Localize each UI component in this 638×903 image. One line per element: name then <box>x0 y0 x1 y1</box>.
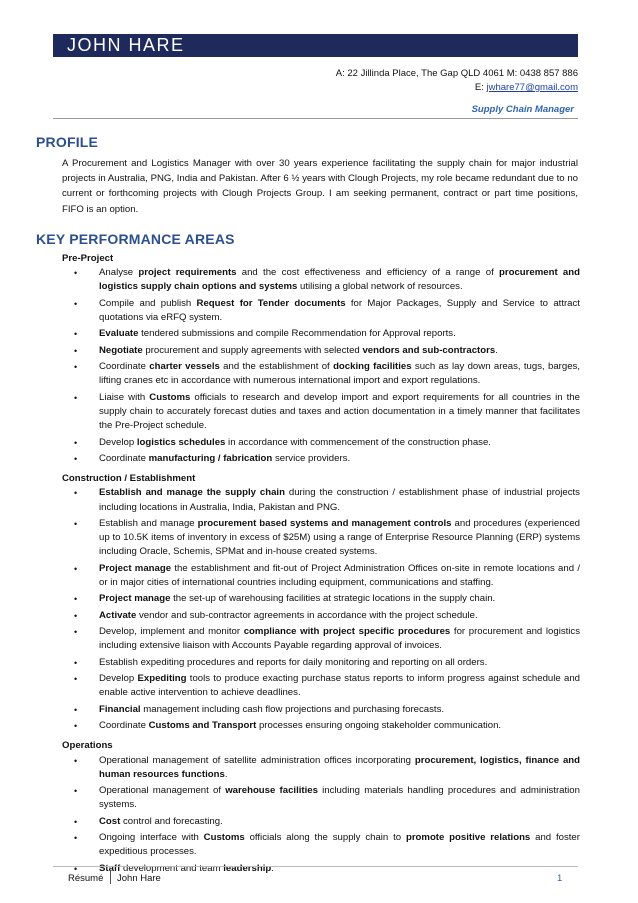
bullet-icon: • <box>74 674 78 685</box>
bullet-icon: • <box>74 704 78 715</box>
item-text: and the cost effectiveness and efficiency of a range of <box>236 267 500 279</box>
item-text: development and team <box>120 862 224 874</box>
bullet-icon: • <box>74 594 78 605</box>
item-text: for Major Packages, Supply and Service to attract quotations via eRFQ system. <box>99 297 580 323</box>
bullet-icon: • <box>74 362 78 373</box>
bold-text: charter vessels <box>149 361 220 373</box>
item-text: . <box>495 344 498 356</box>
item-text: in accordance with commencement of the construction phase. <box>225 436 491 448</box>
bullet-icon: • <box>74 518 78 529</box>
bullet-icon: • <box>74 863 78 874</box>
item-text: officials along the supply chain to <box>244 832 406 844</box>
bold-text: docking facilities <box>333 361 412 373</box>
item-text: Establish and manage <box>99 517 198 529</box>
item-text: Ongoing interface with <box>99 832 204 844</box>
bold-text: vendors and sub-contractors <box>362 344 496 356</box>
list-item <box>62 592 580 606</box>
item-text: procurement and supply agreements with selected <box>142 344 363 356</box>
bold-text: Project manage <box>99 593 171 605</box>
item-text: during the construction / establishment phase of industrial projects including locations in Australia, India, Pakistan and PNG. <box>99 487 580 513</box>
list-item <box>62 344 580 358</box>
bold-text: Activate <box>99 609 137 621</box>
list-item <box>62 672 580 700</box>
bullet-icon: • <box>74 755 78 766</box>
item-text: control and forecasting. <box>120 815 223 827</box>
bold-text: warehouse facilities <box>225 785 318 797</box>
role-title: Supply Chain Manager <box>471 104 574 115</box>
bold-text: logistics schedules <box>136 436 226 448</box>
header-divider <box>53 118 578 119</box>
list-item <box>62 784 580 812</box>
bold-text: Staff <box>99 862 121 874</box>
list-item <box>62 831 580 859</box>
list-item <box>62 625 580 653</box>
list-item <box>62 609 580 623</box>
item-text: Analyse <box>99 267 139 279</box>
section-title: Construction / Establishment <box>62 473 196 485</box>
item-text: tools to produce exacting purchase status reports to inform progress against schedule and enable active intervention to achieve deadlines. <box>99 673 580 699</box>
bullet-icon: • <box>74 563 78 574</box>
bold-text: Project manage <box>99 562 172 574</box>
list-item <box>62 486 580 514</box>
list-item <box>62 360 580 388</box>
list-item <box>62 452 580 466</box>
bold-text: Establish and manage the supply chain <box>99 487 285 499</box>
kpa-sections <box>62 252 580 878</box>
bullet-list <box>62 754 580 876</box>
kpa-heading: KEY PERFORMANCE AREAS <box>36 231 235 247</box>
item-text: management including cash flow projections and purchasing forecasts. <box>140 703 445 715</box>
bold-text: project requirements <box>138 267 237 279</box>
list-item <box>62 656 580 670</box>
item-text: utilising a global network of resources. <box>297 281 463 293</box>
item-text: Compile and publish <box>99 297 197 309</box>
list-item <box>62 266 580 294</box>
bold-text: Customs <box>149 391 191 403</box>
footer-name: John Hare <box>117 873 161 884</box>
item-text: tendered submissions and compile Recommendation for Approval reports. <box>138 328 456 340</box>
bullet-icon: • <box>74 437 78 448</box>
item-text: Develop <box>99 673 138 685</box>
list-item <box>62 754 580 782</box>
item-text: for procurement and logistics including extensive liaison with Accounts Payable regarding approval of invoices. <box>99 626 581 652</box>
bullet-icon: • <box>74 816 78 827</box>
bullet-icon: • <box>74 268 78 279</box>
item-text: Liaise with <box>99 391 150 403</box>
list-item <box>62 562 580 590</box>
bullet-icon: • <box>74 453 78 464</box>
contact-address-phone: A: 22 Jillinda Place, The Gap QLD 4061 M: 0438 857 886 <box>335 68 578 79</box>
item-text: Coordinate <box>99 720 149 732</box>
candidate-name: JOHN HARE <box>67 35 185 55</box>
list-item <box>62 719 580 733</box>
item-text: and foster expeditious processes. <box>99 832 580 858</box>
item-text: . <box>271 862 274 874</box>
item-text: . <box>224 768 228 780</box>
list-item <box>62 436 580 450</box>
bold-text: Expediting <box>137 673 187 685</box>
bullet-icon: • <box>74 392 78 403</box>
list-item <box>62 517 580 560</box>
item-text: the set-up of warehousing facilities at strategic locations in the supply chain. <box>170 593 496 605</box>
bullet-list <box>62 486 580 733</box>
footer-divider <box>53 866 578 867</box>
bold-text: promote positive relations <box>405 832 531 844</box>
bullet-icon: • <box>74 786 78 797</box>
item-text: officials to research and develop import and export requirements for all countries in the supply chain to accurately forecast duties and taxes and action documentation in a timely manner that facilitates the Pre-Project schedule. <box>99 391 580 432</box>
contact-email-line <box>475 82 578 93</box>
item-text: Operational management of <box>99 785 226 797</box>
bold-text: compliance with project specific procedures <box>243 626 451 638</box>
bullet-icon: • <box>74 329 78 340</box>
bullet-icon: • <box>74 610 78 621</box>
bullet-icon: • <box>74 627 78 638</box>
item-text: Establish expediting procedures and reports for daily monitoring and reporting on all orders. <box>99 656 488 668</box>
footer-separator <box>110 870 111 884</box>
bullet-icon: • <box>74 833 78 844</box>
list-item <box>62 391 580 434</box>
section-title: Pre-Project <box>62 253 114 264</box>
bold-text: Cost <box>99 815 121 827</box>
page-number: 1 <box>557 873 563 884</box>
bullet-icon: • <box>74 345 78 356</box>
item-text: Operational management of satellite administration offices incorporating <box>99 754 415 766</box>
profile-heading: PROFILE <box>36 134 99 150</box>
profile-text: A Procurement and Logistics Manager with over 30 years experience facilitating the supply chain for major industrial projects in Australia, PNG, India and Pakistan. After 6 ½ years with Clough Projects, my role became redundant due to no current or forthcoming projects with Clough Projects Group. I am seeking permanent, contract or part time positions, FIFO is an option. <box>62 158 578 215</box>
section-title: Operations <box>62 740 113 752</box>
bold-text: procurement and logistics supply chain options and systems <box>99 267 580 293</box>
item-text: Develop <box>99 436 137 448</box>
bullet-icon: • <box>74 488 78 499</box>
bold-text: Customs and Transport <box>148 720 257 732</box>
bold-text: Financial <box>99 703 141 715</box>
item-text: service providers. <box>272 452 351 464</box>
bold-text: procurement, logistics, finance and human resources functions <box>99 754 581 780</box>
footer-doc-label: Résumé <box>68 873 104 884</box>
item-text: processes ensuring ongoing stakeholder communication. <box>256 720 502 732</box>
item-text: Coordinate <box>99 452 149 464</box>
bullet-icon: • <box>74 657 78 668</box>
name-banner <box>53 34 578 57</box>
item-text: Coordinate <box>99 361 150 373</box>
email-prefix: E: <box>474 82 487 93</box>
list-item <box>62 297 580 325</box>
bold-text: Negotiate <box>99 344 143 356</box>
item-text: vendor and sub-contractor agreements in accordance with the project schedule. <box>136 609 478 621</box>
bullet-list <box>62 266 580 466</box>
bullet-icon: • <box>74 721 78 732</box>
bold-text: manufacturing / fabrication <box>148 452 273 464</box>
item-text: Develop, implement and monitor <box>99 626 244 638</box>
item-text: the establishment and fit-out of Project Administration Offices on-site in remote locations and / or in major cities of international countries including equipment, communications and staffing. <box>99 562 580 588</box>
bold-text: Evaluate <box>99 328 139 340</box>
bold-text: Customs <box>203 832 245 844</box>
bullet-icon: • <box>74 298 78 309</box>
list-item <box>62 327 580 341</box>
list-item <box>62 815 580 829</box>
bold-text: leadership <box>223 862 272 874</box>
item-text: such as lay down areas, tugs, barges, lifting cranes etc in accordance with numerous international import and export regulations. <box>99 361 580 387</box>
bold-text: procurement based systems and management controls <box>197 517 452 529</box>
list-item <box>62 703 580 717</box>
email-link[interactable]: jwhare77@gmail.com <box>486 82 578 93</box>
item-text: including materials handling procedures and administration systems. <box>99 785 580 811</box>
item-text: and the establishment of <box>219 361 334 373</box>
bold-text: Request for Tender documents <box>196 297 346 309</box>
item-text: and procedures (experienced up to 10.5K items of inventory in excess of $25M) using a range of Enterprise Resource Planning (ERP) systems including Oracle, Schemis, SPMat and in-house created systems. <box>99 517 580 558</box>
